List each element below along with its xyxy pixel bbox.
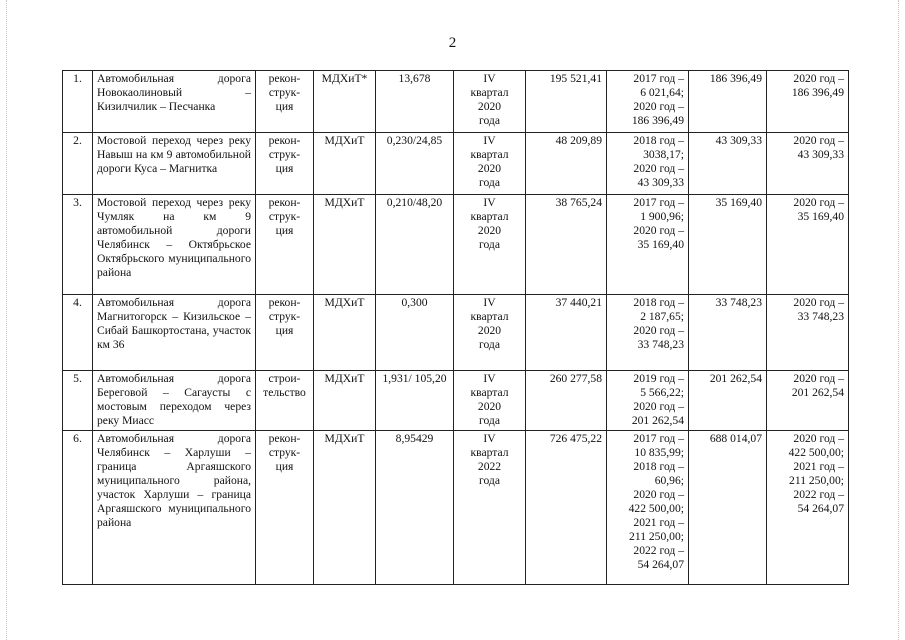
object-name: Автомобильная дорога Челябинск – Харлуши – граница Аргаяшского муниципального района, участок Харлуши – граница Аргаяшского муниципального района: [93, 431, 256, 585]
funding-history-line: 2022 год –: [633, 544, 684, 557]
deadline-line: 2020: [477, 224, 502, 237]
row-number: 2.: [63, 133, 93, 195]
funding-plan-line: 2020 год –: [793, 72, 844, 85]
work-type-line: рекон-: [268, 432, 301, 445]
funding-history-line: 33 748,23: [637, 338, 684, 351]
work-type-line: строи-: [268, 372, 301, 385]
deadline-line: IV: [483, 72, 496, 85]
funding-history-line: 2020 год –: [633, 324, 684, 337]
funding-plan-line: 2020 год –: [793, 432, 844, 445]
object-name: Мостовой переход через реку Чумляк на км 9 автомобильной дороги Челябинск – Октябрьское Октябрьского муниципального района: [93, 195, 256, 295]
work-type-line: рекон-: [268, 134, 301, 147]
funding-history-line: 422 500,00;: [628, 502, 684, 515]
funding-plan-line: 2022 год –: [793, 488, 844, 501]
deadline-line: квартал: [470, 386, 509, 399]
deadline-line: IV: [483, 296, 496, 309]
work-type-line: струк-: [268, 446, 301, 459]
funding-plan-line: 2020 год –: [793, 372, 844, 385]
funding-history-line: 2017 год –: [633, 72, 684, 85]
deadline: [454, 371, 526, 431]
funding-history-line: 1 900,96;: [640, 210, 684, 223]
funding-history-line: 6 021,64;: [640, 86, 684, 99]
funding-history-line: 2020 год –: [633, 488, 684, 501]
table-row: [63, 195, 849, 295]
deadline-line: квартал: [470, 310, 509, 323]
deadline-line: 2022: [477, 460, 502, 473]
remaining-cost: 35 169,40: [689, 195, 767, 295]
work-type-line: ция: [275, 162, 294, 175]
funding-plan-line: 2020 год –: [793, 196, 844, 209]
funding-history-line: 211 250,00;: [629, 530, 684, 543]
work-type-line: ция: [275, 100, 294, 113]
funding-history-line: 2018 год –: [633, 296, 684, 309]
objects-table: [62, 70, 849, 585]
deadline: [454, 295, 526, 371]
work-type-line: струк-: [268, 148, 301, 161]
funding-plan: [767, 133, 849, 195]
estimated-cost: 38 765,24: [526, 195, 607, 295]
funding-history-line: 2020 год –: [633, 100, 684, 113]
customer: МДХиТ: [314, 195, 376, 295]
remaining-cost: 201 262,54: [689, 371, 767, 431]
deadline-line: IV: [483, 196, 496, 209]
funding-history-line: 201 262,54: [631, 414, 684, 427]
funding-history-line: 2017 год –: [633, 196, 684, 209]
funding-history-line: 2020 год –: [633, 400, 684, 413]
estimated-cost: 48 209,89: [526, 133, 607, 195]
work-type: [256, 195, 314, 295]
remaining-cost: 186 396,49: [689, 71, 767, 133]
row-number: 1.: [63, 71, 93, 133]
customer: МДХиТ: [314, 371, 376, 431]
remaining-cost: 33 748,23: [689, 295, 767, 371]
funding-plan: [767, 71, 849, 133]
funding-history-line: 10 835,99;: [634, 446, 684, 459]
work-type-line: струк-: [268, 210, 301, 223]
deadline: [454, 133, 526, 195]
capacity: 8,95429: [376, 431, 454, 585]
deadline-line: 2020: [477, 100, 502, 113]
estimated-cost: 260 277,58: [526, 371, 607, 431]
deadline-line: года: [479, 338, 500, 351]
deadline: [454, 71, 526, 133]
deadline-line: 2020: [477, 324, 502, 337]
row-number: 6.: [63, 431, 93, 585]
right-margin-line: [898, 0, 899, 640]
deadline-line: года: [479, 114, 500, 127]
remaining-cost: 688 014,07: [689, 431, 767, 585]
object-name: Автомобильная дорога Береговой – Сагаусты с мостовым переходом через реку Миасс: [93, 371, 256, 431]
funding-plan-line: 186 396,49: [791, 86, 844, 99]
funding-history-line: 2020 год –: [633, 162, 684, 175]
remaining-cost: 43 309,33: [689, 133, 767, 195]
work-type-line: струк-: [268, 310, 301, 323]
object-name: Автомобильная дорога Новокаолиновый – Кизилчилик – Песчанка: [93, 71, 256, 133]
deadline-line: года: [479, 176, 500, 189]
row-number: 5.: [63, 371, 93, 431]
funding-history-line: 35 169,40: [637, 238, 684, 251]
funding-history-line: 60,96;: [654, 474, 684, 487]
deadline-line: IV: [483, 432, 496, 445]
deadline: [454, 431, 526, 585]
funding-plan-line: 54 264,07: [797, 502, 844, 515]
deadline-line: 2020: [477, 400, 502, 413]
funding-plan-line: 201 262,54: [791, 386, 844, 399]
funding-plan-line: 422 500,00;: [788, 446, 844, 459]
deadline-line: квартал: [470, 446, 509, 459]
customer: МДХиТ: [314, 431, 376, 585]
work-type-line: рекон-: [268, 296, 301, 309]
funding-history: [607, 371, 689, 431]
deadline-line: квартал: [470, 210, 509, 223]
work-type-line: ция: [275, 460, 294, 473]
work-type: [256, 371, 314, 431]
deadline-line: IV: [483, 372, 496, 385]
funding-history: [607, 71, 689, 133]
row-number: 3.: [63, 195, 93, 295]
work-type-line: рекон-: [268, 196, 301, 209]
estimated-cost: 37 440,21: [526, 295, 607, 371]
work-type-line: тельство: [263, 386, 306, 399]
page-number: 2: [448, 35, 457, 51]
funding-history: [607, 133, 689, 195]
table-row: [63, 71, 849, 133]
table-row: [63, 431, 849, 585]
table-row: [63, 371, 849, 431]
funding-plan-line: 35 169,40: [797, 210, 844, 223]
object-name: Автомобильная дорога Магнитогорск – Кизильское – Сибай Башкортостана, участок км 36: [93, 295, 256, 371]
deadline-line: 2020: [477, 162, 502, 175]
work-type: [256, 295, 314, 371]
work-type-line: ция: [275, 224, 294, 237]
funding-plan-line: 33 748,23: [797, 310, 844, 323]
work-type: [256, 133, 314, 195]
funding-history: [607, 431, 689, 585]
capacity: 0,210/48,20: [376, 195, 454, 295]
funding-history-line: 5 566,22;: [640, 386, 684, 399]
left-margin-line: [6, 0, 7, 640]
capacity: 13,678: [376, 71, 454, 133]
deadline-line: года: [479, 474, 500, 487]
row-number: 4.: [63, 295, 93, 371]
funding-history-line: 43 309,33: [637, 176, 684, 189]
capacity: 0,300: [376, 295, 454, 371]
funding-history: [607, 295, 689, 371]
funding-plan: [767, 195, 849, 295]
object-name: Мостовой переход через реку Навыш на км 9 автомобильной дороги Куса – Магнитка: [93, 133, 256, 195]
capacity: 0,230/24,85: [376, 133, 454, 195]
funding-history-line: 2018 год –: [633, 460, 684, 473]
deadline-line: квартал: [470, 86, 509, 99]
capacity: 1,931/ 105,20: [376, 371, 454, 431]
work-type-line: рекон-: [268, 72, 301, 85]
funding-plan: [767, 371, 849, 431]
customer: МДХиТ: [314, 295, 376, 371]
deadline-line: года: [479, 414, 500, 427]
funding-history-line: 54 264,07: [637, 558, 684, 571]
funding-plan-line: 211 250,00;: [789, 474, 844, 487]
table-row: [63, 295, 849, 371]
funding-plan-line: 2020 год –: [793, 296, 844, 309]
work-type: [256, 431, 314, 585]
funding-plan: [767, 295, 849, 371]
deadline: [454, 195, 526, 295]
funding-history-line: 186 396,49: [631, 114, 684, 127]
funding-plan-line: 43 309,33: [797, 148, 844, 161]
deadline-line: квартал: [470, 148, 509, 161]
table-body: [63, 71, 849, 585]
funding-history-line: 2018 год –: [633, 134, 684, 147]
estimated-cost: 726 475,22: [526, 431, 607, 585]
work-type: [256, 71, 314, 133]
funding-history-line: 2021 год –: [633, 516, 684, 529]
funding-history: [607, 195, 689, 295]
funding-history-line: 2020 год –: [633, 224, 684, 237]
estimated-cost: 195 521,41: [526, 71, 607, 133]
table-row: [63, 133, 849, 195]
funding-plan-line: 2020 год –: [793, 134, 844, 147]
funding-history-line: 3038,17;: [643, 148, 684, 161]
funding-history-line: 2 187,65;: [640, 310, 684, 323]
work-type-line: ция: [275, 324, 294, 337]
work-type-line: струк-: [268, 86, 301, 99]
funding-plan-line: 2021 год –: [793, 460, 844, 473]
customer: МДХиТ*: [314, 71, 376, 133]
deadline-line: года: [479, 238, 500, 251]
funding-plan: [767, 431, 849, 585]
customer: МДХиТ: [314, 133, 376, 195]
funding-history-line: 2017 год –: [633, 432, 684, 445]
deadline-line: IV: [483, 134, 496, 147]
funding-history-line: 2019 год –: [633, 372, 684, 385]
